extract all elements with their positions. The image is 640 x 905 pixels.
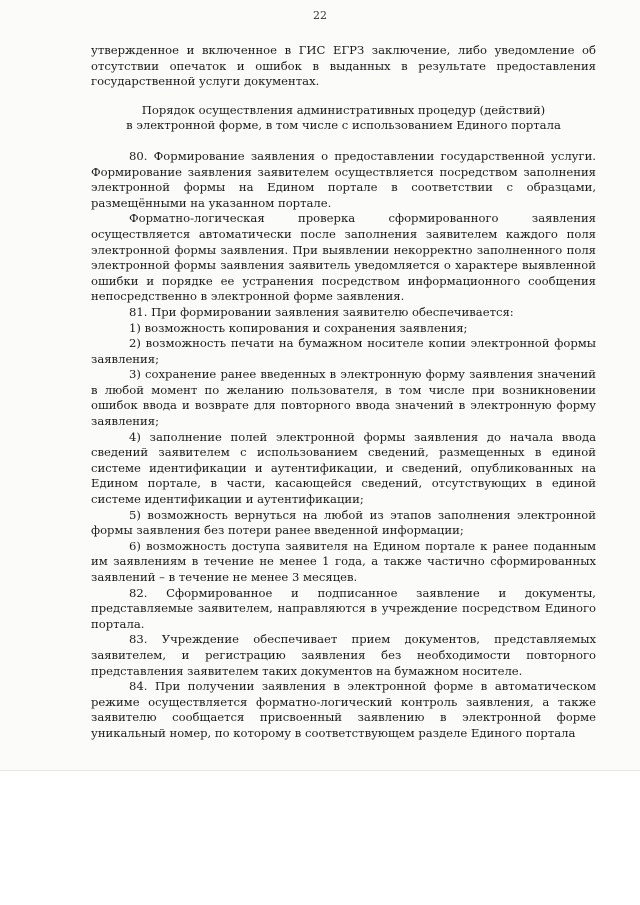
paragraph-80: 80. Формирование заявления о предоставлении государственной услуги. Формирование заявления заявителем осуществляется посредством заполнения электронной формы на Едином портале в соответствии с образцами, размещёнными на указанном портале.	[91, 148, 596, 210]
list-item-6: 6) возможность доступа заявителя на Едином портале к ранее поданным им заявлениям в течение не менее 1 года, а также частично сформированных заявлений – в течение не менее 3 месяцев.	[91, 538, 596, 584]
section-heading	[91, 103, 596, 134]
list-item-4: 4) заполнение полей электронной формы заявления до начала ввода сведений заявителем с использованием сведений, размещенных в единой системе идентификации и аутентификации, и сведений, опубликованных на Едином портале, в части, касающейся сведений, отсутствующих в единой системе идентификации и аутентификации;	[91, 429, 596, 507]
document-body	[91, 43, 596, 742]
list-item-3: 3) сохранение ранее введенных в электронную форму заявления значений в любой момент по желанию пользователя, в том числе при возникновении ошибок ввода и возврате для повторного ввода значений в электронную форму заявления;	[91, 367, 596, 429]
paragraph-84: 84. При получении заявления в электронной форме в автоматическом режиме осуществляется форматно-логический контроль заявления, а также заявителю сообщается присвоенный заявлению в электронной форме уникальный номер, по которому в соответствующем разделе Единого портала	[91, 679, 596, 740]
list-item-5: 5) возможность вернуться на любой из этапов заполнения электронной формы заявления без потери ранее введенной информации;	[91, 507, 596, 538]
list-item-2: 2) возможность печати на бумажном носителе копии электронной формы заявления;	[91, 336, 596, 366]
paragraph-83: 83. Учреждение обеспечивает прием документов, представляемых заявителем, и регистрацию заявления без необходимости повторного представления заявителем таких документов на бумажном носителе.	[91, 632, 596, 678]
page-number: 22	[313, 9, 327, 22]
paragraph-format-check: Форматно-логическая проверка сформированного заявления осуществляется автоматически после заполнения заявителем каждого поля электронной формы заявления. При выявлении некорректно заполненного поля электронной формы заявления заявитель уведомляется о характере выявленной ошибки и порядке ее устранения посредством информационного сообщения непосредственно в электронной форме заявления.	[91, 211, 596, 304]
paragraph-81: 81. При формировании заявления заявителю обеспечивается:	[129, 304, 514, 319]
section-heading-line-1: Порядок осуществления административных процедур (действий)	[141, 102, 546, 117]
section-heading-line-2: в электронной форме, в том числе с использованием Единого портала	[126, 118, 561, 133]
paragraph-82: 82. Сформированное и подписанное заявление и документы, представляемые заявителем, направляются в учреждение посредством Единого портала.	[91, 585, 596, 631]
intro-paragraph: утвержденное и включенное в ГИС ЕГРЗ заключение, либо уведомление об отсутствии опечаток и ошибок в выданных в результате предоставления государственной услуги документах.	[91, 43, 596, 89]
list-item-1: 1) возможность копирования и сохранения заявления;	[129, 320, 468, 335]
